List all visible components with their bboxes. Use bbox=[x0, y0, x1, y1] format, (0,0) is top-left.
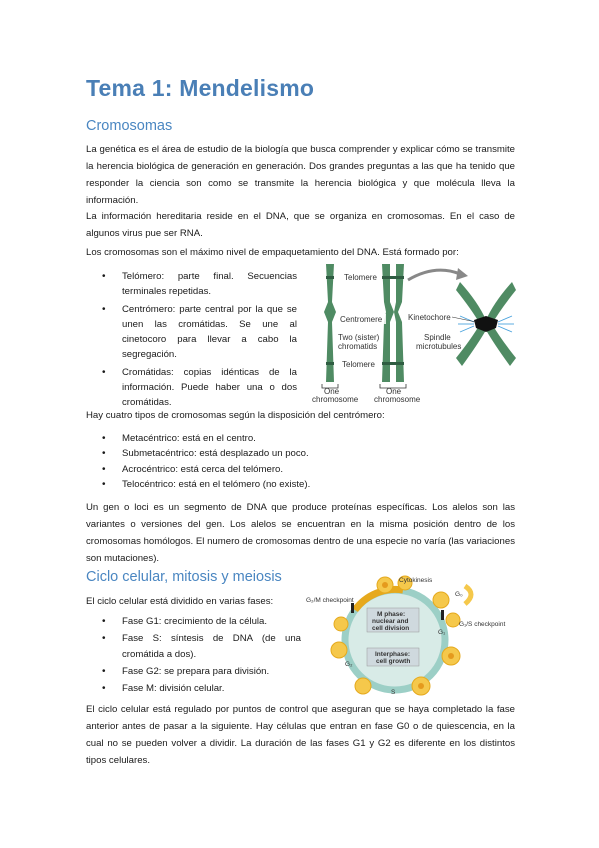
paragraph: La información hereditaria reside en el DNA, que se organiza en cromosomas. En el caso de algunos virus pue ser RNA. bbox=[86, 211, 515, 239]
section-heading-ciclo: Ciclo celular, mitosis y meiosis bbox=[86, 569, 282, 585]
label-spindle: Spindle bbox=[424, 333, 451, 342]
label-mphase1: M phase: bbox=[377, 611, 406, 618]
label-g1s: G₁/S checkpoint bbox=[459, 621, 506, 628]
paragraph: El ciclo celular está dividido en varias fases: bbox=[86, 596, 274, 607]
label-kinetochore: Kinetochore bbox=[408, 313, 451, 322]
paragraph: Un gen o loci es un segmento de DNA que produce proteínas específicas. Los alelos son las variantes o versiones del gen. Los alelos se encuentran en la misma posición dentro de los cromosomas homólogos. El numero de cromosomas dentro de una especie no varía (las variaciones son mutaciones). bbox=[86, 502, 515, 564]
list-item: • Cromátidas: copias idénticas de la información. Puede haber una o dos cromátidas. bbox=[102, 366, 297, 409]
label-g1: G₁ bbox=[438, 629, 446, 636]
bullet-icon: • bbox=[102, 366, 106, 378]
list-item: • Metacéntrico: está en el centro. bbox=[86, 431, 486, 446]
label-chromosome-b: chromosome bbox=[374, 395, 421, 402]
label-g0: G₀ bbox=[455, 591, 463, 598]
paragraph: Los cromosomas son el máximo nivel de empaquetamiento del DNA. Está formado por: bbox=[86, 247, 459, 258]
label-cytokinesis: Cytokinesis bbox=[399, 577, 433, 584]
chromosome-parts-list bbox=[86, 269, 297, 413]
label-one-a: One bbox=[324, 387, 340, 396]
paragraph: Hay cuatro tipos de cromosomas según la disposición del centrómero: bbox=[86, 410, 385, 421]
list-item: • Fase G1: crecimiento de la célula. bbox=[86, 614, 301, 629]
bullet-icon: • bbox=[102, 478, 106, 490]
label-two-sister: Two (sister) bbox=[338, 333, 380, 342]
bullet-icon: • bbox=[102, 683, 106, 695]
cell-cycle-figure bbox=[305, 574, 525, 696]
label-microtubules: microtubules bbox=[416, 342, 462, 351]
label-g2m: G₂/M checkpoint bbox=[306, 597, 354, 604]
list-item: • Centrómero: parte central por la que se unen las cromátidas. Se une al cinetocoro para llevar a cabo la segregación. bbox=[102, 303, 297, 361]
bullet-icon: • bbox=[102, 616, 106, 627]
label-chromatids: chromatids bbox=[338, 342, 378, 351]
label-mphase3: cell division bbox=[372, 625, 410, 632]
label-s: S bbox=[391, 689, 396, 696]
bullet-icon: • bbox=[102, 448, 106, 460]
label-centromere: Centromere bbox=[340, 315, 383, 324]
paragraph: La genética es el área de estudio de la biología que busca comprender y explicar cómo se transmite la herencia biológica de generación en generación. Dos grandes preguntas a las que ha tenido que responder la ciencia son como se transmite la herencia biológica y que molécula lleva la información. bbox=[86, 144, 515, 206]
list-item: • Fase S: síntesis de DNA (de una cromátida a dos). bbox=[102, 633, 301, 660]
list-item: • Telómero: parte final. Secuencias terminales repetidas. bbox=[102, 271, 297, 298]
bullet-icon: • bbox=[102, 271, 106, 282]
label-inter2: cell growth bbox=[376, 658, 411, 665]
label-mphase2: nuclear and bbox=[372, 618, 409, 625]
label-inter1: Interphase: bbox=[375, 651, 411, 658]
chromosome-figure bbox=[310, 262, 520, 402]
label-chromosome-a: chromosome bbox=[312, 395, 359, 402]
bullet-icon: • bbox=[102, 633, 106, 645]
bullet-icon: • bbox=[102, 463, 106, 475]
list-item: • Fase M: división celular. bbox=[86, 681, 301, 696]
list-item: • Fase G2: se prepara para división. bbox=[86, 664, 301, 679]
list-item: • Telocéntrico: está en el telómero (no existe). bbox=[86, 477, 486, 492]
bullet-icon: • bbox=[102, 665, 106, 677]
page-title: Tema 1: Mendelismo bbox=[86, 75, 315, 101]
bullet-icon: • bbox=[102, 433, 106, 444]
label-telomere-top: Telomere bbox=[344, 273, 377, 282]
label-telomere-bottom: Telomere bbox=[342, 360, 375, 369]
arrow-icon bbox=[456, 268, 468, 280]
label-g2: G₂ bbox=[345, 661, 353, 668]
list-item: • Submetacéntrico: está desplazado un poco. bbox=[86, 446, 486, 461]
bullet-icon: • bbox=[102, 303, 106, 315]
section-heading-cromosomas: Cromosomas bbox=[86, 118, 173, 134]
label-one-b: One bbox=[386, 387, 402, 396]
cell-cycle-phases-list bbox=[86, 614, 301, 698]
list-item: • Acrocéntrico: está cerca del telómero. bbox=[86, 462, 486, 477]
chromosome-types-list bbox=[86, 431, 486, 492]
paragraph: El ciclo celular está regulado por puntos de control que aseguran que se haya completado la fase anterior antes de pasar a la siguiente. Hay células que entran en fase G0 o de quiescencia, en la cual no se pueden volver a dividir. La duración de las fases G1 y G2 es diferente en los distintos tipos celulares. bbox=[86, 704, 515, 766]
